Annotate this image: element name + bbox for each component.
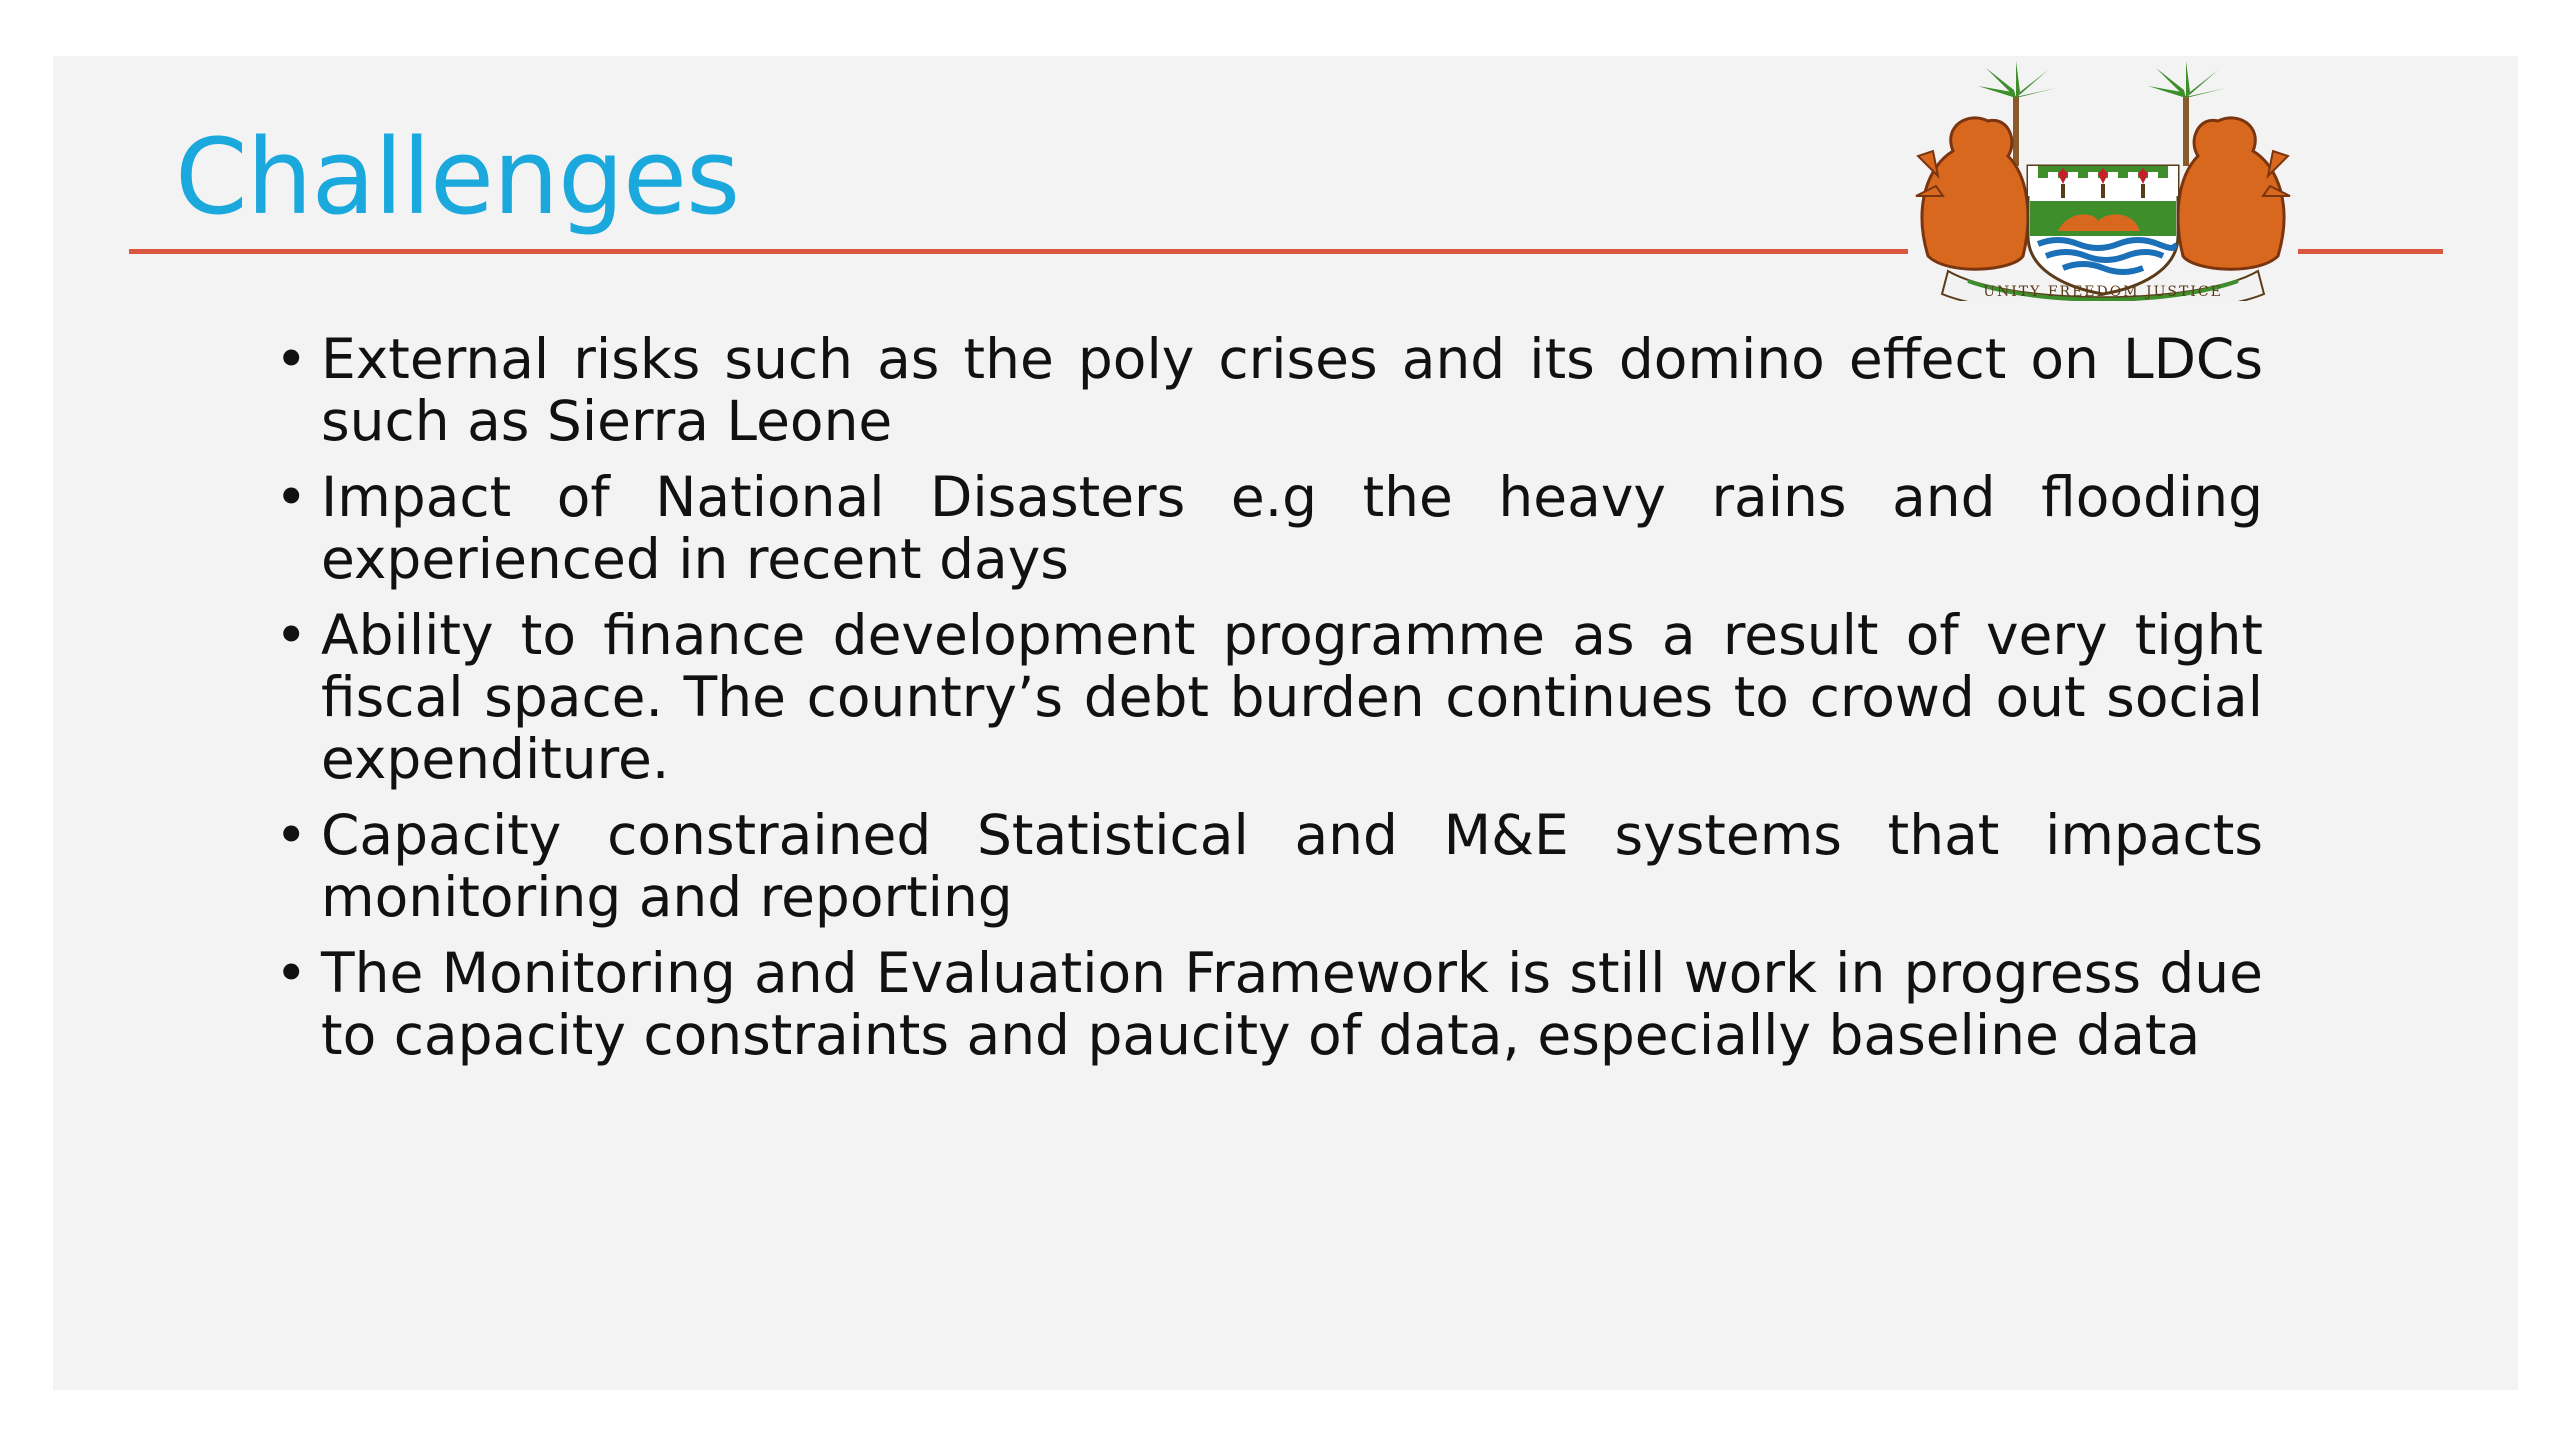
- coat-motto-text: UNITY FREEDOM JUSTICE: [1983, 284, 2223, 300]
- slide-title: Challenges: [175, 116, 740, 238]
- bullet-item: [273, 604, 2263, 790]
- bullet-dot-icon: •: [275, 327, 308, 391]
- bullet-text: Capacity constrained Statistical and M&E systems that impacts monitoring and reporting: [321, 803, 2263, 929]
- bullet-text: External risks such as the poly crises and its domino effect on LDCs such as Sierra Leone: [321, 327, 2263, 453]
- bullet-item: [273, 466, 2263, 590]
- coat-of-arms-icon: [1908, 56, 2298, 301]
- bullet-dot-icon: •: [275, 603, 308, 667]
- bullet-dot-icon: •: [275, 941, 308, 1005]
- bullet-dot-icon: •: [275, 465, 308, 529]
- bullet-text: Ability to finance development programme as a result of very tight fiscal space. The country’s debt burden continues to crowd out social expenditure.: [321, 603, 2263, 791]
- bullet-item: [273, 804, 2263, 928]
- bullet-item: [273, 328, 2263, 452]
- bullet-list: [273, 328, 2263, 1080]
- bullet-item: [273, 942, 2263, 1066]
- bullet-text: Impact of National Disasters e.g the heavy rains and flooding experienced in recent days: [321, 465, 2263, 591]
- bullet-text: The Monitoring and Evaluation Framework is still work in progress due to capacity constraints and paucity of data, especially baseline data: [321, 941, 2263, 1067]
- slide: [53, 56, 2518, 1390]
- bullet-dot-icon: •: [275, 803, 308, 867]
